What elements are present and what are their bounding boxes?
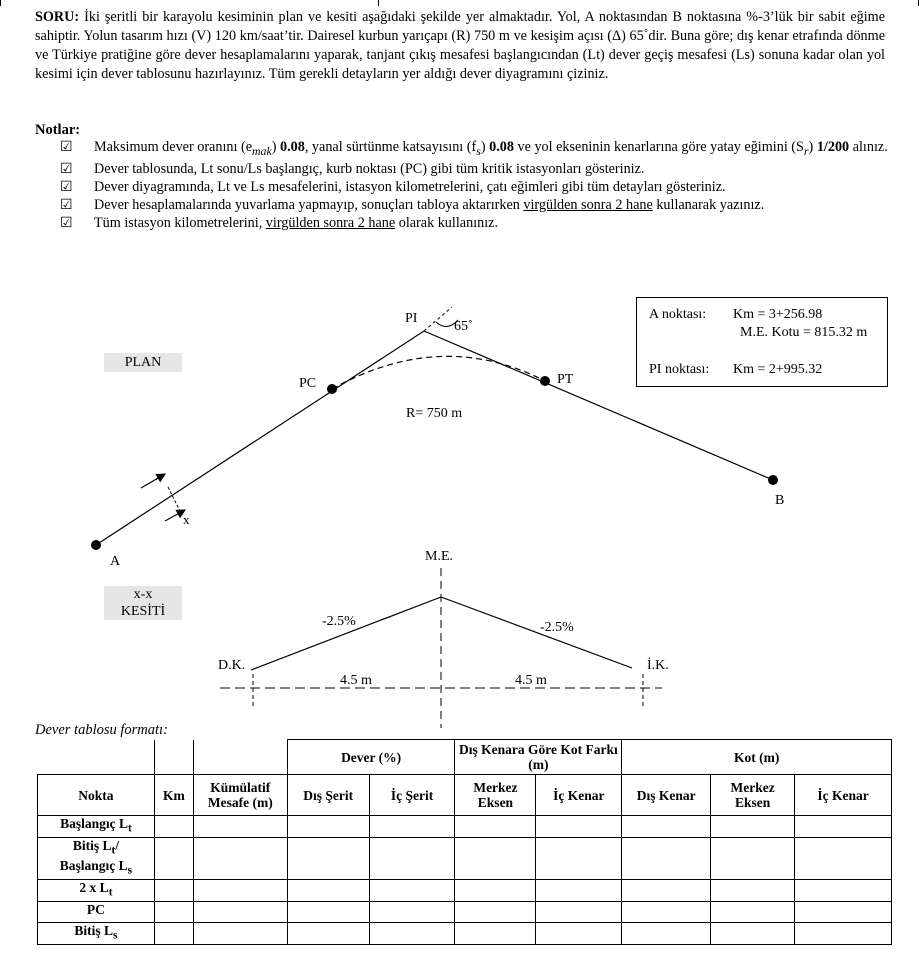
label-pi: PI xyxy=(405,311,418,326)
label-slope-right: -2.5% xyxy=(540,620,574,635)
section-mark-1: x xyxy=(155,468,162,483)
col-header: Km xyxy=(154,775,193,816)
table-row xyxy=(38,901,892,923)
problem-text: İki şeritli bir karayolu kesiminin plan ve kesiti aşağıdaki şekilde yer almaktadır. Yol, A noktasından B noktasına %-3’lük bir sabit eğime sahiptir. Yolun tasarım hızı (V) 120 km/saat’tir. Dairesel kurbun yarıçapı (R) 750 m ve kesişim açısı (Δ) 65˚dir. Buna göre; dış kenar etrafında dönme ve Türkiye pratiğine göre dever hesaplamalarını yaparak, tanjant çıkış mesafesi başlangıcından (Lt) dever geçiş mesafesi (Ls) sonuna kadar olan yol kesimi için dever tablosunu hazırlayınız. Tüm gerekli detayların yer aldığı dever diyagramını çiziniz. xyxy=(35,9,885,82)
col-header: İç Kenar xyxy=(536,775,622,816)
label-radius: R= 750 m xyxy=(406,406,463,421)
row-label: Bitiş $L_t/$ Başlangıç $L_s$ xyxy=(38,837,155,879)
a-me: M.E. Kotu = 815.32 m xyxy=(740,325,868,340)
a-label: A noktası: xyxy=(649,307,707,322)
table-header-row xyxy=(38,775,892,816)
section-cut-line xyxy=(168,487,182,515)
group-fark: Dış Kenara Göre Kot Farkı (m) xyxy=(455,740,622,775)
table-row xyxy=(38,816,892,838)
table-row xyxy=(38,880,892,902)
note-text: Tüm istasyon kilometrelerini, virgülden sonra 2 hane olarak kullanınız. xyxy=(94,214,498,231)
col-header: Merkez Eksen xyxy=(455,775,536,816)
cross-section xyxy=(220,568,662,728)
pi-label: PI noktası: xyxy=(649,362,710,377)
notes-title: Notlar: xyxy=(35,122,81,138)
row-label: PC xyxy=(38,901,155,923)
note-text: Dever diyagramında, Lt ve Ls mesafelerini, istasyon kilometrelerini, çatı eğimleri gibi tüm detayları gösteriniz. xyxy=(94,178,726,195)
label-me: M.E. xyxy=(425,549,453,564)
point-b xyxy=(768,475,778,485)
checkbox-icon: ☑ xyxy=(60,196,73,213)
plan-label: PLAN xyxy=(104,353,182,372)
curve-arc xyxy=(332,356,545,389)
dever-table xyxy=(37,739,892,945)
point-a xyxy=(91,540,101,550)
row-label: Başlangıç $L_t$ xyxy=(38,816,155,838)
row-label: 2 x $L_t$ xyxy=(38,880,155,902)
row-label: Bitiş $L_s$ xyxy=(38,923,155,945)
label-pt: PT xyxy=(557,372,574,387)
col-header: Kümülatif Mesafe (m) xyxy=(193,775,287,816)
checkbox-icon: ☑ xyxy=(60,178,73,195)
checkbox-icon: ☑ xyxy=(60,139,73,155)
tangent-line-1 xyxy=(96,331,424,545)
col-header: İç Şerit xyxy=(369,775,455,816)
table-row xyxy=(38,837,892,879)
slope-left-line xyxy=(251,597,441,670)
label-angle: 65˚ xyxy=(454,319,473,334)
problem-label: SORU: xyxy=(35,9,80,25)
label-ik: İ.K. xyxy=(647,658,669,673)
note-text: Dever hesaplamalarında yuvarlama yapmayıp, sonuçları tabloya aktarırken virgülden sonra 2 hane kullanarak yazınız. xyxy=(94,196,765,213)
col-header: Nokta xyxy=(38,775,155,816)
label-dk: D.K. xyxy=(218,658,246,673)
note-text: Dever tablosunda, Lt sonu/Ls başlangıç, kurb noktası (PC) gibi tüm kritik istasyonları gösteriniz. xyxy=(94,160,645,177)
table-group-row xyxy=(38,740,892,775)
point-pc xyxy=(327,384,337,394)
col-header: Dış Kenar xyxy=(622,775,711,816)
a-km: Km = 3+256.98 xyxy=(733,307,823,322)
label-a: A xyxy=(110,554,121,569)
section-label: x-x KESİTİ xyxy=(104,586,182,620)
pi-extension xyxy=(424,307,452,331)
label-width-left: 4.5 m xyxy=(340,673,372,688)
col-header: Merkez Eksen xyxy=(711,775,795,816)
label-width-right: 4.5 m xyxy=(515,673,547,688)
section-mark-2: x xyxy=(183,512,190,527)
point-pt xyxy=(540,376,550,386)
checkbox-icon: ☑ xyxy=(60,160,73,177)
plan-alignment xyxy=(91,307,778,550)
slope-right-line xyxy=(441,597,632,668)
note-text: Maksimum dever oranını $(e_{mak})$ 0.08, yanal sürtünme katsayısını $(f_s)$ 0.08 ve yol ekseninin kenarlarına göre yatay eğimini $(S_r)$ 1/200 alınız. xyxy=(94,139,888,158)
section-arrow-2 xyxy=(165,510,185,521)
label-b: B xyxy=(775,493,785,508)
table-caption: Dever tablosu formatı: xyxy=(35,722,168,738)
group-kot: Kot (m) xyxy=(622,740,892,775)
pi-km: Km = 2+995.32 xyxy=(733,362,823,377)
tangent-line-2 xyxy=(424,331,773,480)
label-pc: PC xyxy=(299,376,317,391)
checkbox-icon: ☑ xyxy=(60,214,73,231)
label-slope-left: -2.5% xyxy=(322,614,356,629)
table-row xyxy=(38,923,892,945)
col-header: İç Kenar xyxy=(795,775,892,816)
group-dever: Dever (%) xyxy=(287,740,455,775)
col-header: Dış Şerit xyxy=(287,775,369,816)
